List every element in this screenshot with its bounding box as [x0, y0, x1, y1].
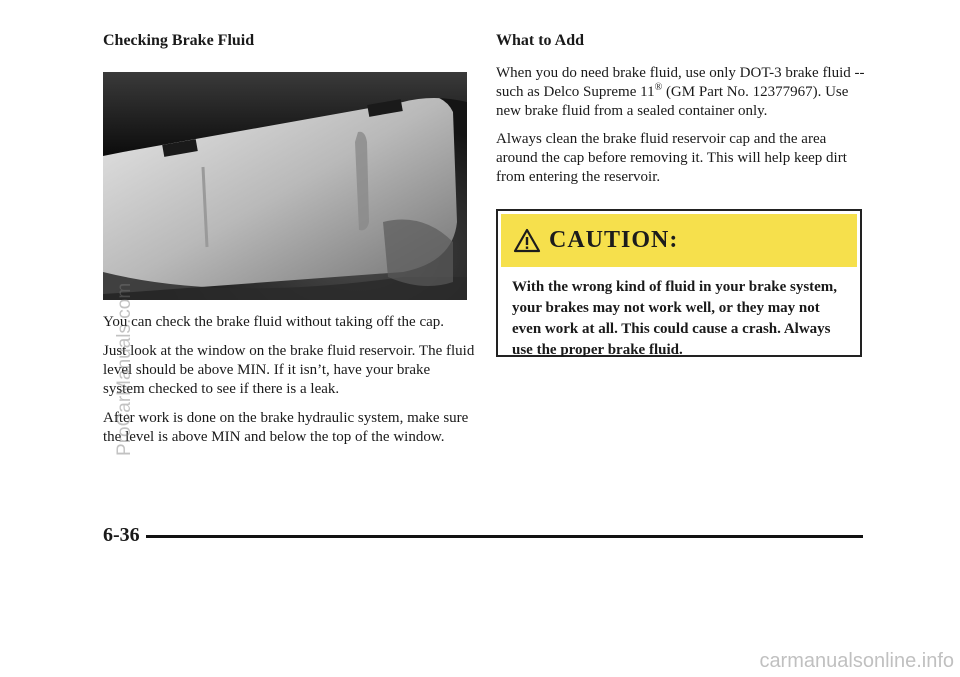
caution-title: CAUTION: [549, 227, 679, 253]
right-column [496, 32, 866, 50]
paragraph-after-work: After work is done on the brake hydraulic system, make sure the level is above MIN and below the top of the window. [103, 410, 469, 445]
brake-reservoir-photo [103, 72, 467, 300]
reservoir-illustration [103, 72, 467, 300]
page-footer [103, 520, 863, 550]
site-watermark: carmanualsonline.info [759, 650, 954, 672]
paragraph-check-without-cap: You can check the brake fluid without taking off the cap. [103, 314, 445, 330]
paragraph-look-at-window: Just look at the window on the brake fluid reservoir. The fluid level should be above MIN. If it isn’t, have your brake system checked to see if there is a leak. [103, 343, 475, 397]
paragraph-dot3-fluid: When you do need brake fluid, use only DOT-3 brake fluid -- such as Delco Supreme 11® (GM Part No. 12377967). Use new brake fluid from a sealed container only. [496, 65, 865, 119]
section-heading-what-to-add: What to Add [496, 32, 585, 49]
registered-mark: ® [654, 82, 663, 93]
footer-rule [146, 535, 863, 538]
left-column [103, 32, 475, 50]
side-watermark: ProCarManuals.com [114, 282, 135, 456]
caution-box [496, 209, 862, 357]
caution-text: With the wrong kind of fluid in your brake system, your brakes may not work well, or they may not even work at all. This could cause a crash. Always use the proper brake fluid. [512, 279, 838, 358]
paragraph-clean-cap: Always clean the brake fluid reservoir cap and the area around the cap before removing it. This will help keep dirt from entering the reservoir. [496, 131, 847, 185]
right-body-text [496, 64, 866, 196]
left-body-text [103, 313, 475, 457]
page-number: 6-36 [103, 523, 140, 546]
warning-triangle-icon [513, 228, 541, 253]
section-heading-checking: Checking Brake Fluid [103, 32, 255, 49]
caution-header [501, 214, 857, 267]
